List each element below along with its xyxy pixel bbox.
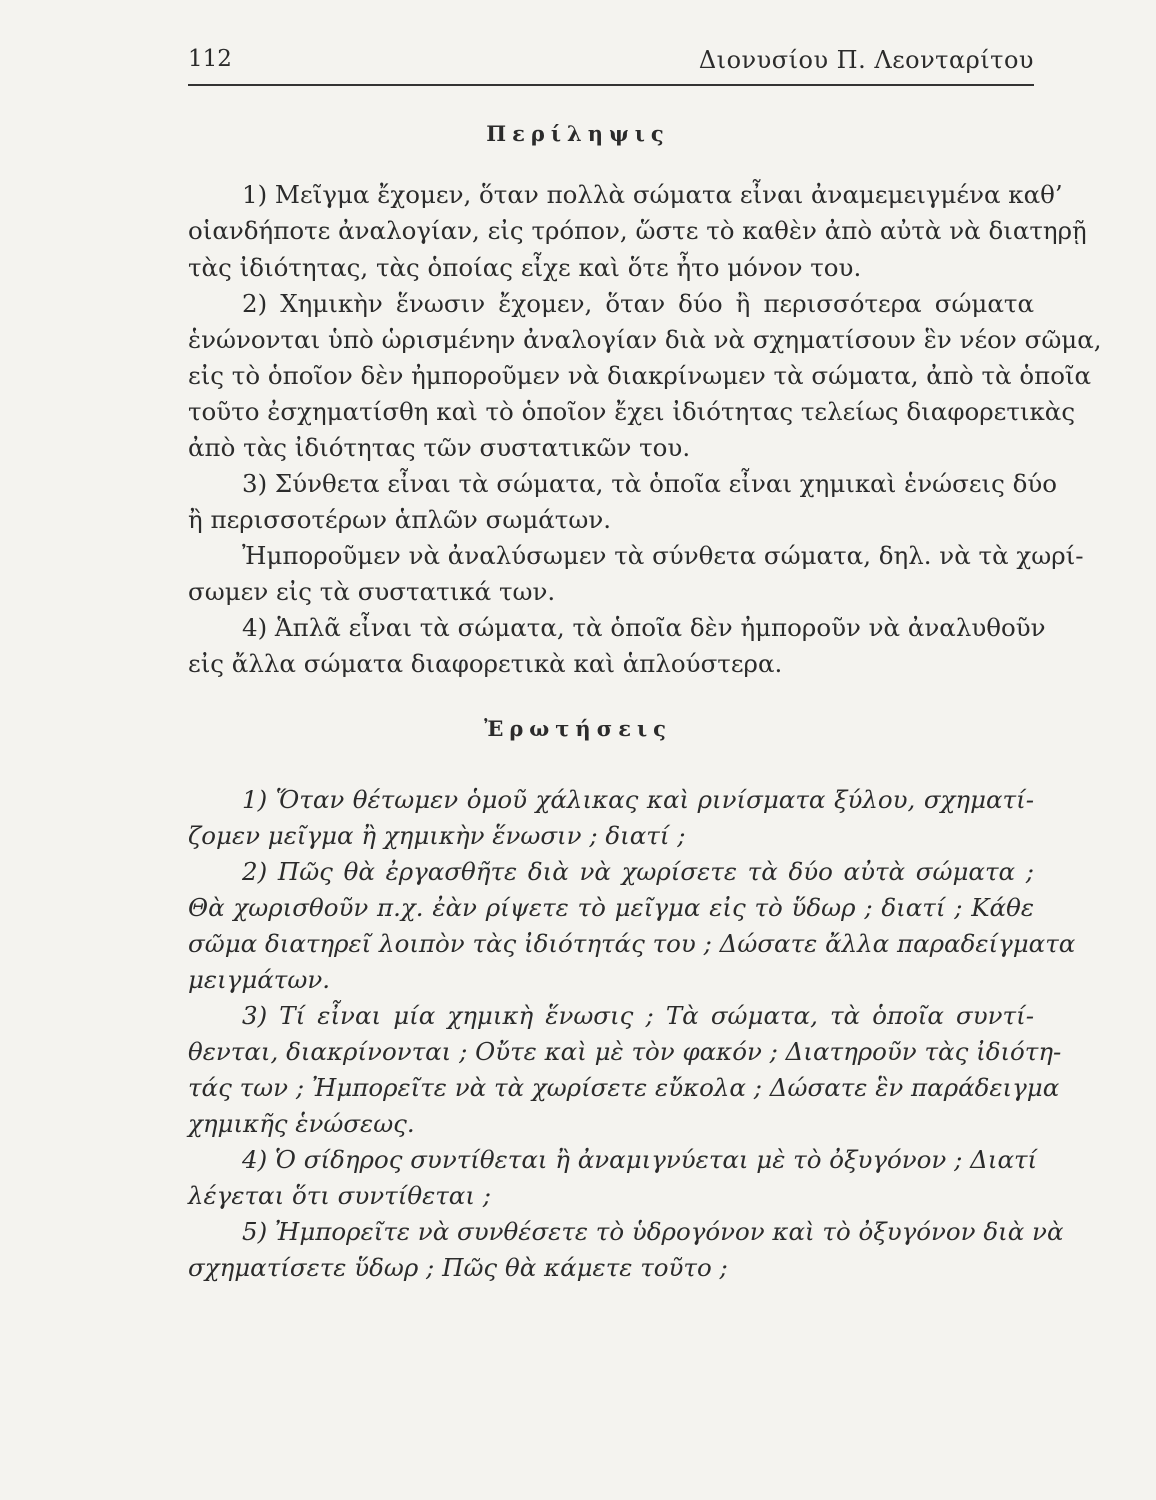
question-line: 3) Τί εἶναι μία χημικὴ ἕνωσις ; Τὰ σώματα, τὰ ὁποῖα συντί- xyxy=(242,1001,1034,1030)
summary-line: ἀπὸ τὰς ἰδιότητας τῶν συστατικῶν του. xyxy=(188,433,691,462)
running-head: Διονυσίου Π. Λεονταρίτου xyxy=(698,46,1034,74)
summary-line: εἰς τὸ ὁποῖον δὲν ἠμποροῦμεν νὰ διακρίνωμεν τὰ σώματα, ἀπὸ τὰ ὁποῖα xyxy=(188,361,1092,390)
question-line: σῶμα διατηρεῖ λοιπὸν τὰς ἰδιότητάς του ; Δώσατε ἄλλα παραδείγματα xyxy=(188,929,1076,958)
question-line: σχηματίσετε ὕδωρ ; Πῶς θὰ κάμετε τοῦτο ; xyxy=(188,1253,728,1282)
summary-line: 2) Χημικὴν ἕνωσιν ἔχομεν, ὅταν δύο ἢ περισσότερα σώματα xyxy=(242,289,1034,318)
question-line: μειγμάτων. xyxy=(188,965,330,994)
question-line: 1) Ὅταν θέτωμεν ὁμοῦ χάλικας καὶ ρινίσματα ξύλου, σχηματί- xyxy=(242,785,1034,814)
summary-line: τοῦτο ἐσχηματίσθη καὶ τὸ ὁποῖον ἔχει ἰδιότητας τελείως διαφορετικὰς xyxy=(188,397,1076,426)
summary-line: 4) Ἁπλᾶ εἶναι τὰ σώματα, τὰ ὁποῖα δὲν ἠμποροῦν νὰ ἀναλυθοῦν xyxy=(242,613,1046,642)
question-line: 4) Ὁ σίδηρος συντίθεται ἢ ἀναμιγνύεται μὲ τὸ ὀξυγόνον ; Διατί xyxy=(242,1145,1038,1174)
summary-line: σωμεν εἰς τὰ συστατικά των. xyxy=(188,577,556,606)
summary-line: εἰς ἄλλα σώματα διαφορετικὰ καὶ ἁπλούστερα. xyxy=(188,649,783,678)
summary-line: ἑνώνονται ὑπὸ ὡρισμένην ἀναλογίαν διὰ νὰ σχηματίσουν ἓν νέον σῶμα, xyxy=(188,325,1102,354)
page-header xyxy=(188,46,1034,80)
summary-line: ἢ περισσοτέρων ἁπλῶν σωμάτων. xyxy=(188,505,611,534)
summary-line: τὰς ἰδιότητας, τὰς ὁποίας εἶχε καὶ ὅτε ἦτο μόνον του. xyxy=(188,253,862,282)
question-line: θενται, διακρίνονται ; Οὔτε καὶ μὲ τὸν φακόν ; Διατηροῦν τὰς ἰδιότη- xyxy=(188,1037,1062,1066)
summary-line: 3) Σύνθετα εἶναι τὰ σώματα, τὰ ὁποῖα εἶναι χημικαὶ ἑνώσεις δύο xyxy=(242,469,1058,498)
question-line: 5) Ἠμπορεῖτε νὰ συνθέσετε τὸ ὑδρογόνον καὶ τὸ ὀξυγόνον διὰ νὰ xyxy=(242,1217,1064,1246)
header-rule xyxy=(188,84,1034,86)
question-line: λέγεται ὅτι συντίθεται ; xyxy=(188,1181,491,1210)
questions-title: Ἐρωτήσεις xyxy=(484,716,672,741)
question-line: τάς των ; Ἠμπορεῖτε νὰ τὰ χωρίσετε εὔκολα ; Δώσατε ἓν παράδειγμα xyxy=(188,1073,1060,1102)
question-line: Θὰ χωρισθοῦν π.χ. ἐὰν ρίψετε τὸ μεῖγμα εἰς τὸ ὕδωρ ; διατί ; Κάθε xyxy=(188,893,1034,922)
question-line: ζομεν μεῖγμα ἢ χημικὴν ἕνωσιν ; διατί ; xyxy=(188,821,686,850)
summary-line: οἱανδήποτε ἀναλογίαν, εἰς τρόπον, ὥστε τὸ καθὲν ἀπὸ αὐτὰ νὰ διατηρῇ xyxy=(188,216,1087,245)
page-number: 112 xyxy=(188,46,232,72)
question-line: χημικῆς ἑνώσεως. xyxy=(188,1109,415,1138)
summary-title: Περίληψις xyxy=(486,121,670,146)
summary-line: 1) Μεῖγμα ἔχομεν, ὅταν πολλὰ σώματα εἶναι ἀναμεμειγμένα καθ’ xyxy=(242,180,1063,209)
summary-line: Ἠμποροῦμεν νὰ ἀναλύσωμεν τὰ σύνθετα σώματα, δηλ. νὰ τὰ χωρί- xyxy=(242,541,1084,570)
question-line: 2) Πῶς θὰ ἐργασθῆτε διὰ νὰ χωρίσετε τὰ δύο αὐτὰ σώματα ; xyxy=(242,857,1034,886)
